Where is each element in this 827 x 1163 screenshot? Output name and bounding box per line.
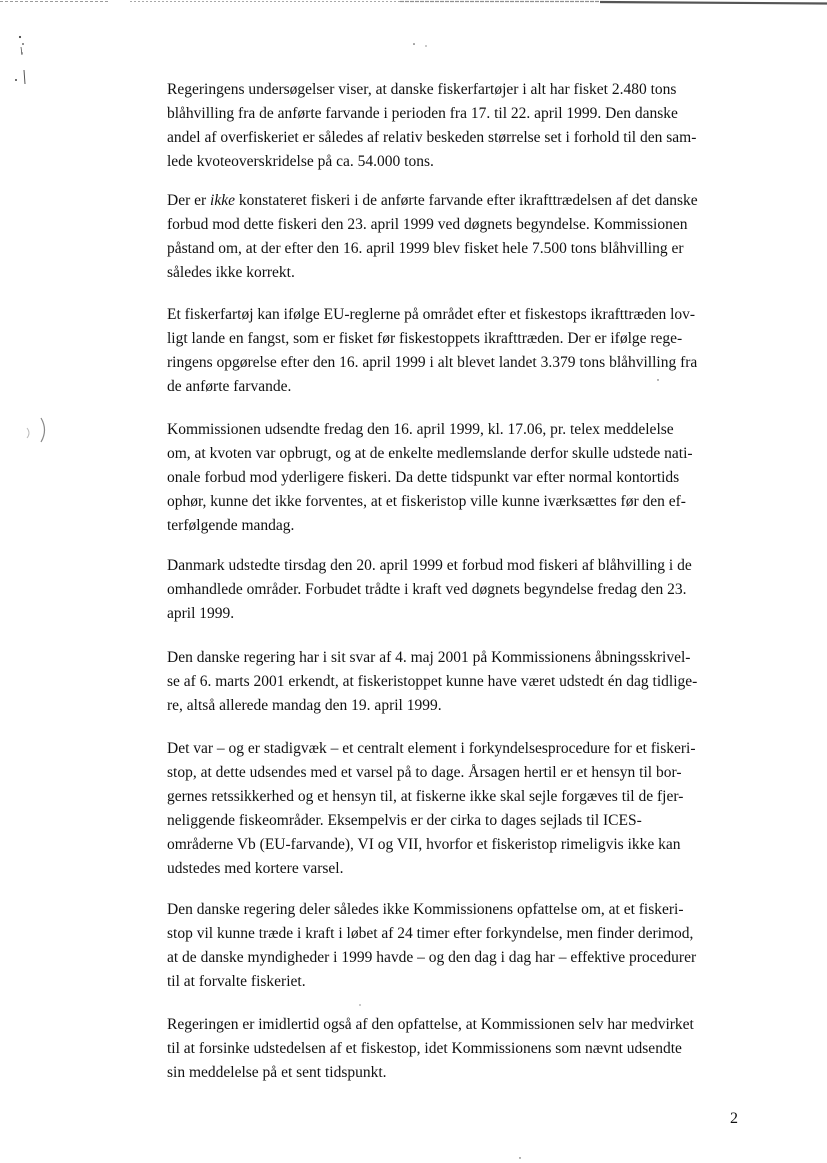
text-line: onale forbud mod yderligere fiskeri. Da dette tidspunkt var efter normal kontortids	[167, 469, 680, 486]
text-line: blåhvilling fra de anførte farvande i perioden fra 17. til 22. april 1999. Den danske	[167, 105, 678, 122]
paragraph-2	[167, 189, 747, 285]
emphasis-text: ikke	[210, 192, 235, 209]
text-line: re, altså allerede mandag den 19. april 1999.	[167, 697, 442, 714]
text-line: forbud mod dette fiskeri den 23. april 1999 ved døgnets begyndelse. Kommissionen	[167, 216, 688, 233]
text-segment: konstateret fiskeri i de anførte farvande efter ikrafttrædelsen af det danske	[234, 192, 698, 209]
text-line: de anførte farvande.	[167, 378, 292, 395]
text-line: gernes retssikkerhed og et hensyn til, at fiskerne ikke skal sejle forgæves til de fjer-	[167, 788, 684, 805]
text-line: terfølgende mandag.	[167, 517, 295, 534]
text-line: om, at kvoten var opbrugt, og at de enkelte medlemslande derfor skulle udstede nati-	[167, 445, 693, 462]
text-line: Det var – og er stadigvæk – et centralt element i forkyndelsesprocedure for et fiskeri-	[167, 740, 696, 757]
text-line: Danmark udstedte tirsdag den 20. april 1999 et forbud mod fiskeri af blåhvilling i de	[167, 557, 692, 574]
text-line: andel af overfiskeriet er således af relativ beskeden størrelse set i forhold til den sam-	[167, 129, 697, 146]
scan-edge-artifact	[0, 0, 827, 8]
text-line: påstand om, at der efter den 16. april 1999 blev fisket hele 7.500 tons blåhvilling er	[167, 240, 684, 257]
text-segment: Der er	[167, 192, 211, 209]
text-line: stop vil kunne træde i kraft i løbet af 24 timer efter forkyndelse, men finder derimod,	[167, 925, 694, 942]
text-line: områderne Vb (EU-farvande), VI og VII, hvorfor et fiskeristop rimeligvis ikke kan	[167, 836, 681, 853]
text-line: til at forvalte fiskeriet.	[167, 973, 306, 990]
text-line: Den danske regering har i sit svar af 4. maj 2001 på Kommissionens åbningsskrivel-	[167, 649, 691, 666]
paragraph-1	[167, 78, 747, 174]
paragraph-7	[167, 737, 747, 881]
paragraph-4	[167, 418, 747, 538]
text-line: at de danske myndigheder i 1999 havde – og den dag i dag har – effektive procedurer	[167, 949, 697, 966]
text-line: ringens opgørelse efter den 16. april 1999 i alt blevet landet 3.379 tons blåhvilling fra	[167, 354, 698, 371]
paragraph-3	[167, 303, 747, 399]
text-line: neliggende fiskeområder. Eksempelvis er der cirka to dages sejlads til ICES-	[167, 812, 642, 829]
text-line: Den danske regering deler således ikke Kommissionens opfattelse om, at et fiskeri-	[167, 901, 684, 918]
text-line: Regeringen er imidlertid også af den opfattelse, at Kommissionen selv har medvirket	[167, 1016, 694, 1033]
page-number: 2	[730, 1110, 738, 1127]
text-line: sin meddelelse på et sent tidspunkt.	[167, 1064, 387, 1081]
paragraph-8	[167, 898, 747, 994]
text-line: ophør, kunne det ikke forventes, at et fiskeristop ville kunne iværksættes før den ef-	[167, 493, 686, 510]
text-line: april 1999.	[167, 605, 235, 622]
paragraph-5	[167, 554, 747, 626]
text-line: se af 6. marts 2001 erkendt, at fiskeristoppet kunne have været udstedt én dag tidlige-	[167, 673, 698, 690]
text-line: Et fiskerfartøj kan ifølge EU-reglerne på området efter et fiskestops ikrafttræden lov-	[167, 306, 696, 323]
text-line	[167, 189, 747, 213]
text-line: Kommissionen udsendte fredag den 16. april 1999, kl. 17.06, pr. telex meddelelse	[167, 421, 674, 438]
text-line: således ikke korrekt.	[167, 264, 295, 281]
text-line: lede kvoteoverskridelse på ca. 54.000 tons.	[167, 153, 434, 170]
text-line: stop, at dette udsendes med et varsel på to dage. Årsagen hertil er et hensyn til bor-	[167, 764, 682, 781]
paragraph-6	[167, 646, 747, 718]
text-line: omhandlede områder. Forbudet trådte i kraft ved døgnets begyndelse fredag den 23.	[167, 581, 687, 598]
text-line: til at forsinke udstedelsen af et fiskestop, idet Kommissionens som nævnt udsendte	[167, 1040, 682, 1057]
paragraph-9	[167, 1013, 747, 1085]
text-line: Regeringens undersøgelser viser, at danske fiskerfartøjer i alt har fisket 2.480 tons	[167, 81, 677, 98]
text-line: ligt lande en fangst, som er fisket før fiskestoppets ikrafttræden. Der er ifølge rege-	[167, 330, 683, 347]
text-line: udstedes med kortere varsel.	[167, 860, 344, 877]
